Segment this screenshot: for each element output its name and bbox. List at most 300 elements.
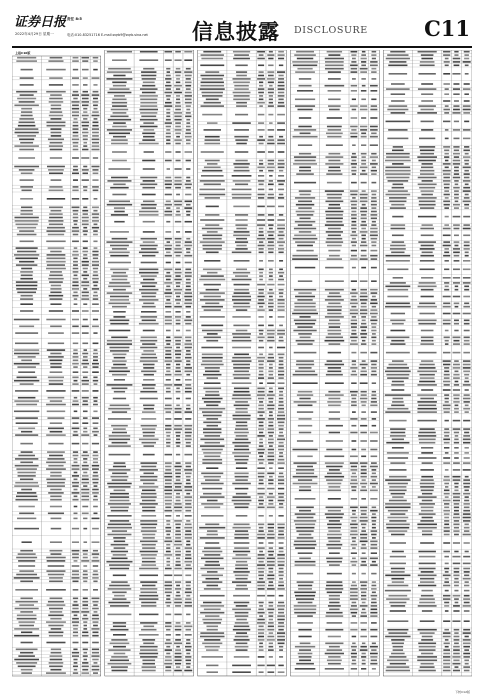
table-cell-text: [234, 503, 250, 505]
table-cell-text: [351, 486, 356, 488]
table-cell-text: [92, 518, 100, 520]
table-cell-text: [72, 443, 80, 445]
table-cell-text: [140, 551, 158, 553]
table-cell-text: [422, 462, 433, 464]
table-cell-text: [464, 173, 470, 175]
table-cell-text: [93, 589, 98, 591]
table-cell-text: [73, 169, 78, 171]
table-cell-text: [92, 618, 99, 620]
table-cell-text: [453, 343, 460, 345]
table-cell-text: [454, 245, 458, 247]
table-cell-text: [326, 173, 342, 175]
table-cell-text: [112, 473, 127, 475]
table-cell-text: [352, 537, 357, 539]
table-cell-text: [360, 440, 367, 442]
table-cell-text: [165, 354, 171, 356]
table-cell-text: [327, 296, 341, 298]
table-cell-text: [417, 408, 436, 410]
table-cell-text: [419, 442, 435, 444]
table-cell-text: [295, 524, 315, 526]
table-cell-text: [93, 499, 98, 501]
table-cell-text: [257, 51, 265, 53]
table-cell-text: [46, 69, 66, 71]
table-cell-text: [50, 288, 61, 290]
table-cell-text: [464, 160, 469, 162]
table-cell-text: [419, 138, 435, 140]
table-cell-text: [445, 105, 449, 107]
table-cell-text: [165, 316, 172, 318]
table-cell-text: [50, 298, 63, 300]
table-cell-text: [176, 95, 180, 97]
table-cell-text: [465, 496, 469, 498]
table-cell-text: [372, 537, 376, 539]
table-cell-text: [463, 442, 470, 444]
table-cell-text: [175, 541, 182, 543]
table-cell-text: [351, 163, 357, 165]
table-cell-text: [107, 180, 131, 182]
table-cell-text: [235, 160, 247, 162]
table-cell-text: [14, 411, 39, 413]
table-cell-text: [299, 660, 311, 662]
table-cell-text: [165, 614, 171, 616]
table-cell-text: [49, 77, 62, 79]
table-cell-text: [93, 451, 98, 453]
table-cell-text: [72, 115, 79, 117]
table-cell-text: [257, 622, 265, 624]
table-cell-text: [360, 646, 366, 648]
table-cell-text: [295, 371, 315, 373]
table-cell-text: [165, 59, 172, 61]
table-cell-text: [143, 626, 154, 628]
table-cell-text: [259, 333, 263, 335]
table-cell-text: [372, 527, 376, 529]
table-cell-text: [361, 160, 366, 162]
table-cell-text: [258, 568, 265, 570]
table-cell-text: [444, 190, 449, 192]
table-cell-text: [107, 343, 132, 345]
table-cell-text: [93, 234, 98, 236]
table-cell-text: [464, 530, 469, 532]
table-cell-text: [328, 90, 342, 92]
table-cell-text: [91, 628, 99, 630]
table-cell-text: [93, 268, 98, 270]
table-cell-text: [371, 238, 378, 240]
table-cell-text: [351, 129, 356, 131]
table-cell-text: [418, 160, 435, 162]
table-cell-text: [176, 398, 180, 400]
table-cell-text: [92, 479, 98, 481]
table-cell-text: [259, 649, 264, 651]
table-cell-text: [278, 299, 285, 301]
table-cell-text: [184, 527, 192, 529]
table-cell-text: [185, 262, 192, 264]
table-cell-text: [385, 306, 411, 308]
table-cell-text: [165, 462, 172, 464]
table-cell-text: [15, 132, 39, 134]
table-cell-text: [234, 456, 249, 458]
table-cell-text: [175, 177, 182, 179]
table-cell-text: [418, 105, 436, 107]
table-cell-text: [279, 394, 283, 396]
table-cell-text: [113, 311, 126, 313]
table-cell-text: [17, 366, 36, 368]
table-cell-text: [278, 78, 284, 80]
table-cell-text: [385, 636, 410, 638]
table-cell-text: [48, 278, 63, 280]
table-cell-text: [360, 201, 368, 203]
table-cell-text: [464, 585, 469, 587]
table-cell-text: [165, 486, 172, 488]
table-cell-text: [279, 364, 284, 366]
table-cell-text: [278, 626, 285, 628]
table-cell-text: [50, 472, 61, 474]
table-cell-text: [236, 330, 248, 332]
table-cell-text: [443, 510, 450, 512]
table-cell-text: [141, 466, 156, 468]
table-cell-text: [351, 214, 357, 216]
table-cell-text: [83, 557, 88, 559]
table-cell-text: [166, 442, 170, 444]
table-cell-text: [371, 544, 378, 546]
table-cell-text: [113, 85, 126, 87]
table-cell-text: [454, 666, 458, 668]
table-cell-text: [107, 51, 132, 53]
table-cell-text: [232, 252, 252, 254]
table-cell-text: [140, 524, 157, 526]
table-cell-text: [176, 595, 181, 597]
table-cell-text: [166, 75, 171, 77]
table-cell-text: [174, 575, 182, 577]
table-cell-text: [72, 621, 79, 623]
table-cell-text: [259, 82, 263, 84]
table-cell-text: [185, 418, 191, 420]
table-cell-text: [48, 377, 64, 379]
table-cell-text: [455, 289, 459, 291]
table-cell-text: [387, 620, 408, 622]
table-cell-text: [143, 168, 155, 170]
table-cell-text: [164, 554, 172, 556]
table-cell-text: [327, 360, 343, 362]
section-title-english: DISCLOSURE: [294, 25, 368, 36]
table-cell-text: [83, 615, 87, 617]
table-cell-text: [165, 454, 172, 456]
table-cell-text: [279, 275, 283, 277]
table-cell-text: [372, 643, 376, 645]
table-cell-text: [269, 493, 273, 495]
table-cell-text: [465, 73, 469, 75]
table-cell-text: [259, 671, 264, 673]
table-cell-text: [454, 260, 460, 262]
table-cell-text: [277, 333, 285, 335]
table-cell-text: [268, 260, 274, 262]
table-cell-text: [371, 207, 376, 209]
table-cell-text: [83, 411, 88, 413]
table-cell-text: [19, 230, 34, 232]
table-cell-text: [277, 462, 284, 464]
table-cell-text: [92, 560, 100, 562]
table-cell-text: [372, 306, 376, 308]
table-cell-text: [176, 303, 180, 305]
table-cell-text: [259, 330, 264, 332]
table-cell-text: [110, 605, 129, 607]
table-cell-text: [419, 568, 436, 570]
table-cell-text: [47, 264, 65, 266]
table-cell-text: [174, 204, 182, 206]
table-cell-text: [143, 367, 154, 369]
table-cell-text: [83, 428, 87, 430]
table-cell-text: [417, 660, 437, 662]
table-cell-text: [259, 425, 264, 427]
table-cell-text: [390, 51, 405, 53]
table-cell-text: [463, 306, 470, 308]
table-cell-text: [199, 279, 225, 281]
table-cell-text: [420, 61, 435, 63]
table-cell-text: [259, 401, 263, 403]
table-cell-text: [185, 646, 192, 648]
table-cell-text: [421, 129, 433, 131]
table-cell-text: [360, 352, 367, 354]
table-cell-text: [72, 541, 79, 543]
table-cell-text: [259, 99, 264, 101]
table-cell-text: [350, 609, 358, 611]
table-cell-text: [443, 83, 449, 85]
table-cell-text: [166, 653, 170, 655]
table-cell-text: [464, 432, 469, 434]
table-cell-text: [370, 289, 378, 291]
table-cell-text: [455, 381, 459, 383]
table-cell-text: [175, 109, 181, 111]
table-cell-text: [175, 151, 180, 153]
table-cell-text: [325, 394, 344, 396]
table-cell-text: [207, 629, 218, 631]
table-cell-text: [465, 252, 469, 254]
table-cell-text: [49, 207, 63, 209]
table-cell-text: [328, 490, 341, 492]
table-cell-text: [92, 366, 98, 368]
table-cell-text: [167, 168, 170, 170]
table-cell-text: [391, 228, 406, 230]
table-cell-text: [389, 201, 406, 203]
table-cell-text: [166, 201, 171, 203]
table-cell-text: [465, 184, 469, 186]
table-cell-text: [279, 170, 283, 172]
table-cell-text: [443, 381, 450, 383]
table-cell-text: [361, 547, 367, 549]
table-cell-text: [185, 82, 192, 84]
table-cell-text: [360, 507, 367, 509]
table-cell-text: [325, 156, 343, 158]
table-cell-text: [371, 573, 376, 575]
table-cell-text: [371, 374, 377, 376]
table-cell-text: [464, 457, 470, 459]
table-cell-text: [417, 384, 436, 386]
table-cell-text: [297, 299, 312, 301]
table-cell-text: [74, 479, 78, 481]
table-cell-text: [205, 524, 219, 526]
table-cell-text: [386, 255, 411, 257]
table-cell-text: [464, 204, 469, 206]
table-cell-text: [370, 65, 378, 67]
table-cell-text: [444, 428, 449, 430]
table-cell-text: [175, 187, 181, 189]
table-cell-text: [352, 649, 356, 651]
table-cell-text: [453, 269, 460, 271]
table-cell-text: [463, 384, 471, 386]
table-cell-text: [82, 332, 89, 334]
table-cell-text: [93, 319, 98, 321]
table-cell-text: [326, 517, 343, 519]
table-cell-text: [269, 656, 273, 658]
table-cell-text: [49, 295, 63, 297]
table-cell-text: [201, 151, 224, 153]
table-cell-text: [370, 313, 378, 315]
table-cell-text: [298, 588, 312, 590]
table-cell-text: [16, 404, 37, 406]
table-cell-text: [372, 520, 376, 522]
table-cell-text: [277, 219, 284, 221]
table-cell-text: [201, 347, 223, 349]
table-cell-text: [174, 248, 181, 250]
table-cell-text: [112, 99, 126, 101]
table-cell-text: [48, 513, 64, 515]
table-cell-text: [297, 581, 314, 583]
table-cell-text: [82, 310, 89, 312]
table-cell-text: [326, 585, 343, 587]
table-cell-text: [463, 190, 471, 192]
table-cell-text: [83, 577, 88, 579]
table-cell-text: [186, 445, 191, 447]
table-cell-text: [72, 285, 78, 287]
table-cell-text: [72, 230, 79, 232]
table-cell-text: [49, 581, 63, 583]
table-cell-text: [21, 295, 33, 297]
table-cell-text: [328, 333, 341, 335]
table-cell-text: [142, 133, 155, 135]
table-cell-text: [139, 439, 159, 441]
table-cell-text: [350, 483, 358, 485]
table-cell-text: [166, 299, 170, 301]
table-cell-text: [445, 469, 449, 471]
table-cell-text: [176, 78, 180, 80]
table-cell-text: [200, 537, 225, 539]
table-cell-text: [166, 82, 170, 84]
table-cell-text: [388, 190, 408, 192]
table-cell-text: [445, 343, 449, 345]
table-cell-text: [166, 109, 170, 111]
table-cell-text: [372, 245, 377, 247]
table-cell-text: [50, 366, 61, 368]
table-cell-text: [232, 197, 251, 199]
table-cell-text: [422, 590, 433, 592]
table-cell-text: [329, 320, 340, 322]
table-cell-text: [140, 105, 157, 107]
table-cell-text: [463, 513, 471, 515]
table-cell-text: [140, 316, 157, 318]
table-cell-text: [277, 588, 284, 590]
table-cell-text: [232, 442, 250, 444]
table-cell-text: [279, 269, 283, 271]
table-cell-text: [112, 388, 128, 390]
table-cell-text: [453, 163, 460, 165]
table-cell-text: [46, 122, 65, 124]
table-cell-text: [279, 238, 284, 240]
table-cell-text: [277, 241, 285, 243]
table-cell-text: [175, 272, 182, 274]
table-cell-text: [143, 129, 154, 131]
table-cell-text: [443, 585, 450, 587]
table-cell-text: [200, 612, 224, 614]
table-cell-text: [110, 323, 128, 325]
table-cell-text: [443, 323, 451, 325]
table-cell-text: [14, 254, 39, 256]
table-cell-text: [391, 639, 404, 641]
table-cell-text: [268, 224, 273, 226]
table-cell-text: [93, 581, 97, 583]
table-cell-text: [114, 391, 125, 393]
table-cell-text: [420, 173, 434, 175]
table-cell-text: [293, 462, 316, 464]
table-cell-text: [83, 659, 87, 661]
table-cell-text: [392, 581, 404, 583]
table-cell-text: [202, 488, 222, 490]
table-cell-text: [351, 85, 357, 87]
table-cell-text: [453, 109, 460, 111]
table-cell-text: [236, 632, 247, 634]
table-cell-text: [185, 411, 193, 413]
table-cell-text: [278, 445, 284, 447]
table-cell-text: [108, 503, 131, 505]
table-cell-text: [352, 581, 356, 583]
table-cell-text: [92, 303, 99, 305]
table-cell-text: [360, 398, 367, 400]
table-cell-text: [362, 170, 366, 172]
table-cell-text: [259, 643, 263, 645]
table-cell-text: [143, 454, 155, 456]
table-cell-text: [48, 443, 63, 445]
table-cell-text: [295, 197, 315, 199]
table-cell-text: [108, 68, 131, 70]
table-cell-text: [175, 564, 180, 566]
table-cell-text: [463, 224, 469, 226]
table-cell-text: [296, 204, 314, 206]
table-cell-text: [186, 364, 190, 366]
table-cell-text: [350, 517, 357, 519]
table-cell-text: [327, 649, 342, 651]
table-cell-text: [165, 405, 172, 407]
table-cell-text: [328, 547, 341, 549]
table-cell-text: [464, 500, 469, 502]
table-cell-text: [463, 462, 470, 464]
table-cell-text: [465, 663, 469, 665]
table-cell-text: [51, 108, 61, 110]
table-cell-text: [14, 217, 38, 219]
table-cell-text: [140, 119, 158, 121]
table-cell-text: [15, 601, 37, 603]
table-cell-text: [465, 389, 469, 391]
table-cell-text: [326, 479, 343, 481]
table-cell-text: [390, 320, 405, 322]
table-cell-text: [258, 197, 264, 199]
table-cell-text: [109, 564, 130, 566]
table-cell-text: [235, 219, 247, 221]
table-cell-text: [142, 527, 157, 529]
table-cell-text: [48, 332, 64, 334]
table-cell-text: [352, 558, 356, 560]
table-cell-text: [92, 128, 99, 130]
table-cell-text: [92, 220, 99, 222]
table-cell-text: [112, 248, 127, 250]
table-cell-text: [72, 60, 79, 62]
